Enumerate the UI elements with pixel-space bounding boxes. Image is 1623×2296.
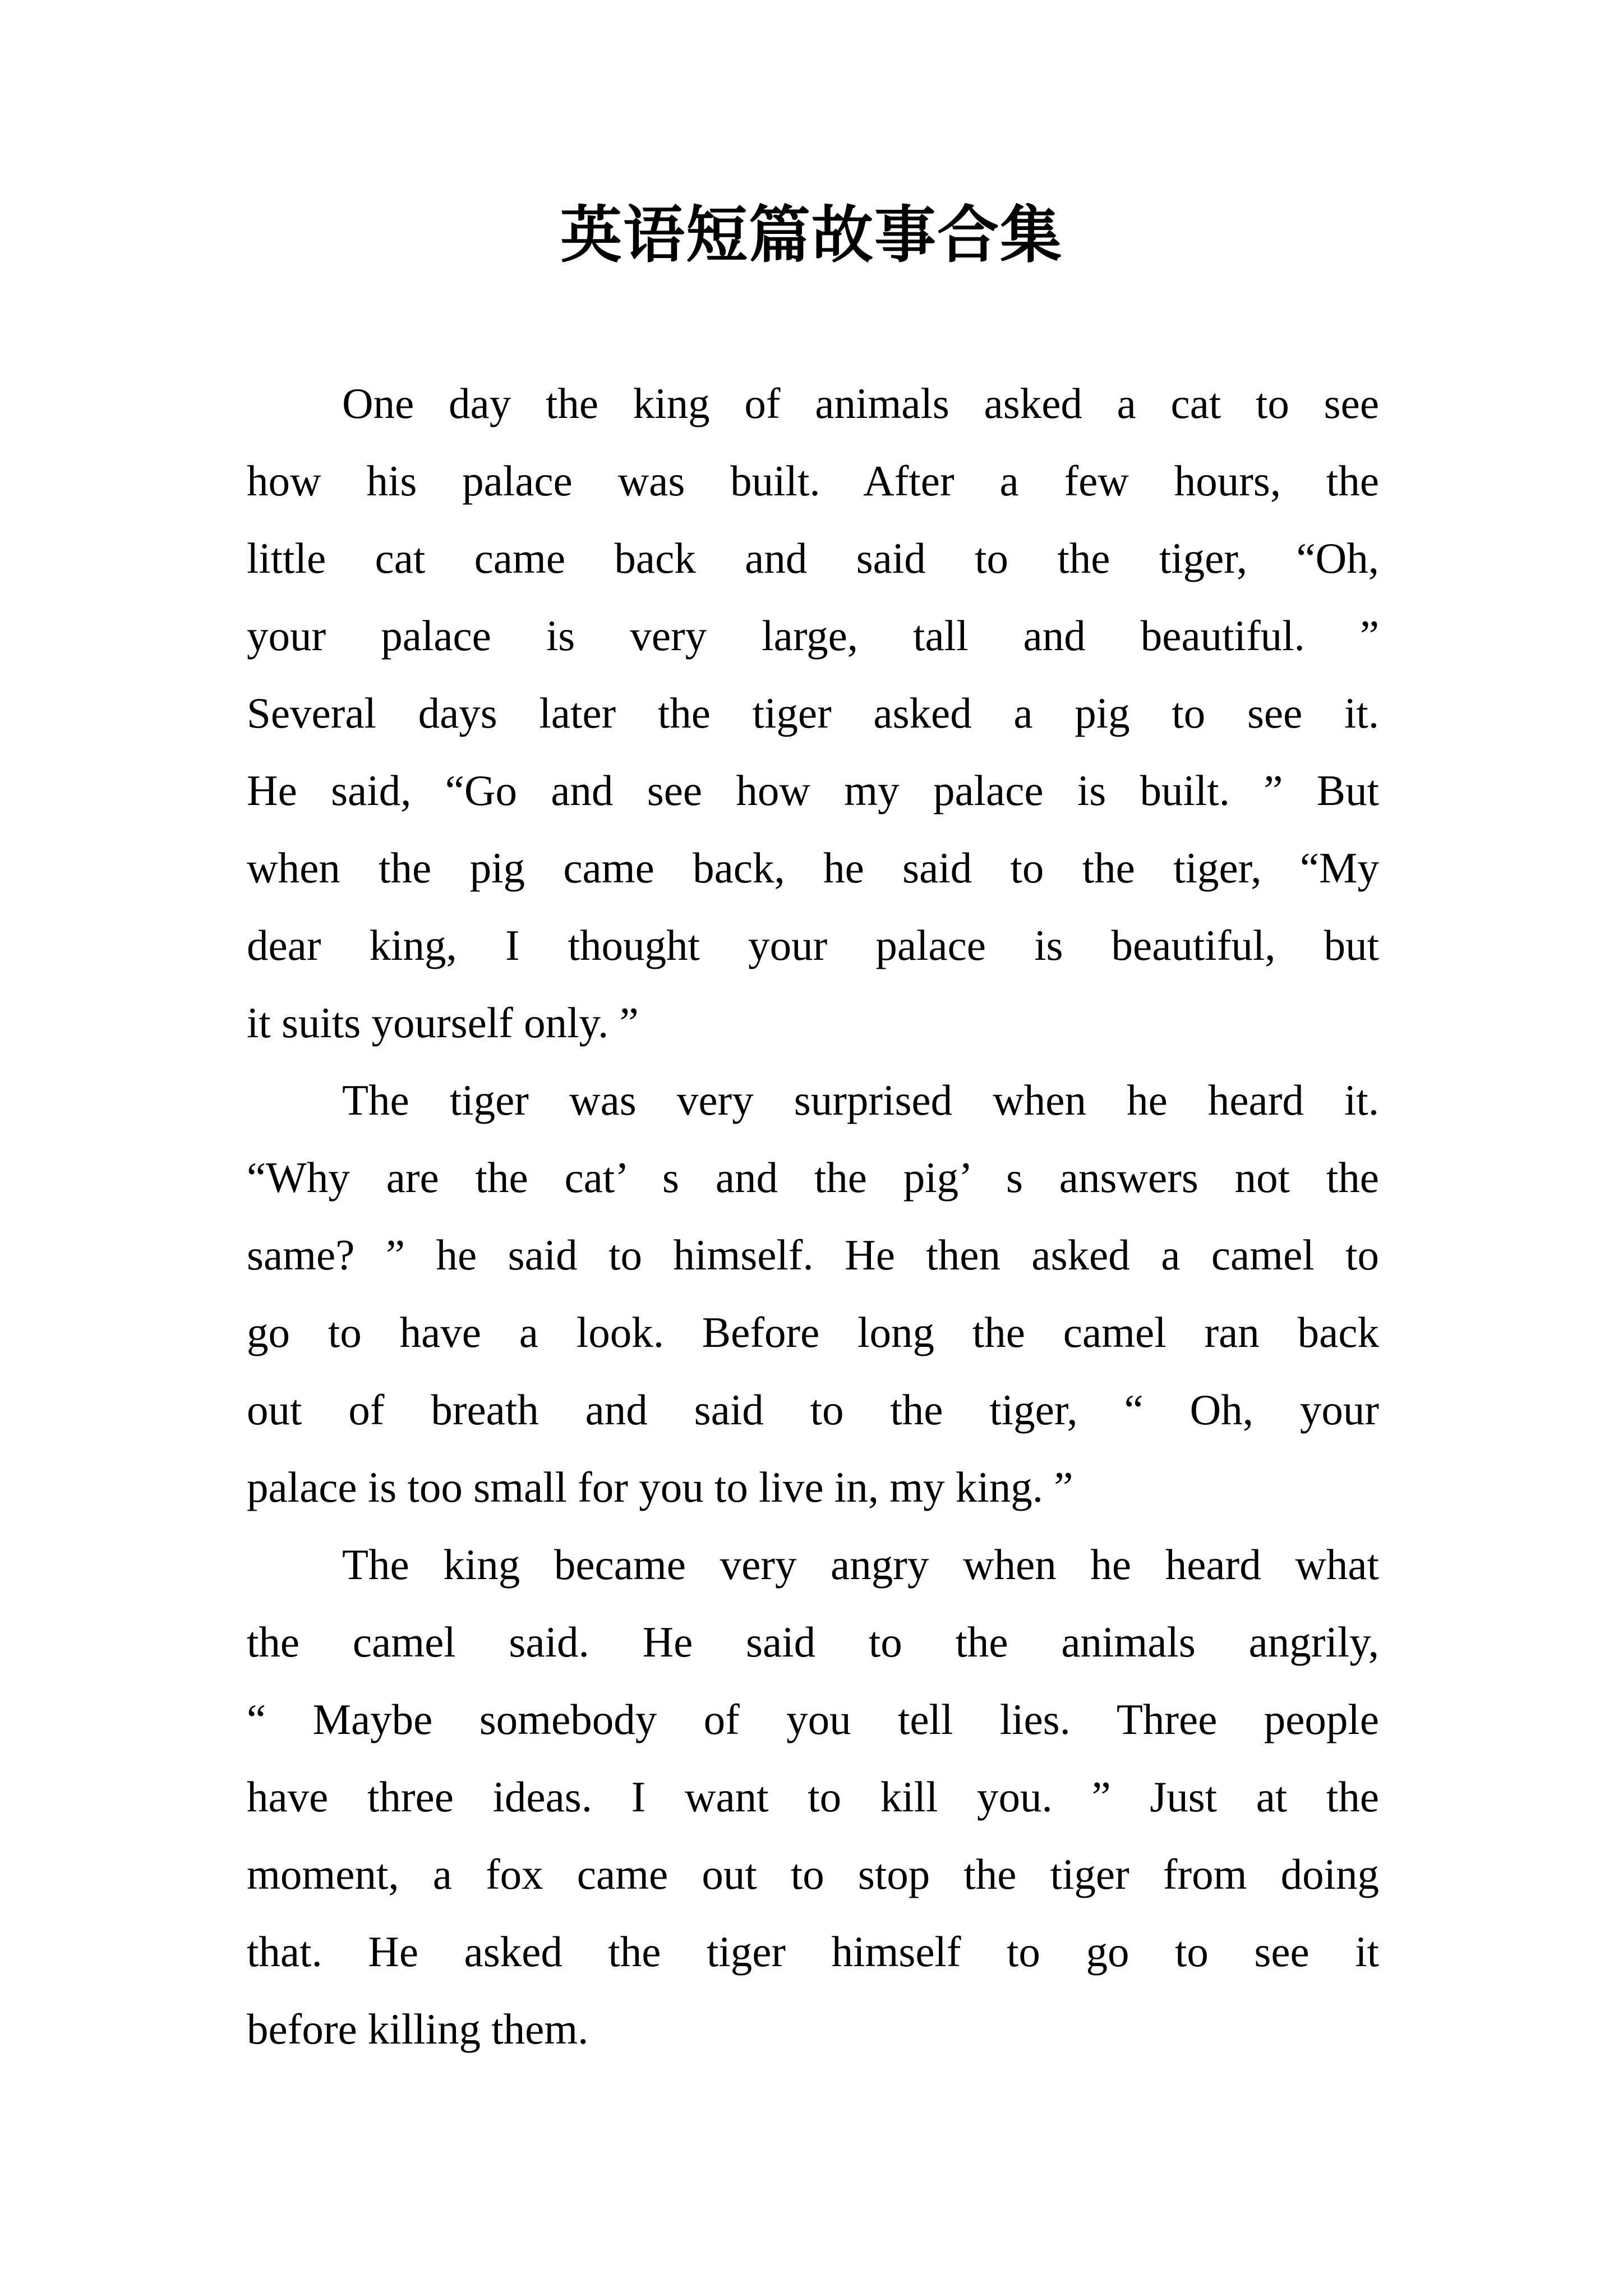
body-line: little cat came back and said to the tiger, “Oh, [247,534,1379,582]
body-line: The king became very angry when he heard what [342,1540,1379,1589]
body-line: go to have a look. Before long the camel ran back [247,1308,1379,1356]
body-line: “Why are the cat’ s and the pig’ s answers not the [247,1153,1379,1202]
body-line: when the pig came back, he said to the tiger, “My [247,844,1379,892]
body-line: The tiger was very surprised when he heard it. [342,1076,1379,1124]
body-line: before killing them. [247,2005,589,2053]
body-line: how his palace was built. After a few hours, the [247,457,1379,505]
body-line: “ Maybe somebody of you tell lies. Three people [247,1695,1379,1743]
body-line: Several days later the tiger asked a pig to see it. [247,689,1379,737]
body-line: out of breath and said to the tiger, “ Oh, your [247,1386,1379,1434]
body-line: moment, a fox came out to stop the tiger from doing [247,1850,1379,1898]
body-line: He said, “Go and see how my palace is built. ” But [247,766,1379,815]
body-line: same? ” he said to himself. He then asked a camel to [247,1231,1379,1279]
story-body [247,365,1379,2068]
body-line: dear king, I thought your palace is beautiful, but [247,921,1379,969]
body-line: have three ideas. I want to kill you. ” Just at the [247,1773,1379,1821]
body-line: your palace is very large, tall and beautiful. ” [247,611,1379,660]
body-line: it suits yourself only. ” [247,999,639,1047]
document-title: 英语短篇故事合集 [560,201,1063,270]
body-line: palace is too small for you to live in, my king. ” [247,1463,1073,1511]
body-line: One day the king of animals asked a cat to see [342,379,1379,427]
body-line: the camel said. He said to the animals angrily, [247,1618,1379,1666]
body-line: that. He asked the tiger himself to go to see it [247,1927,1379,1976]
